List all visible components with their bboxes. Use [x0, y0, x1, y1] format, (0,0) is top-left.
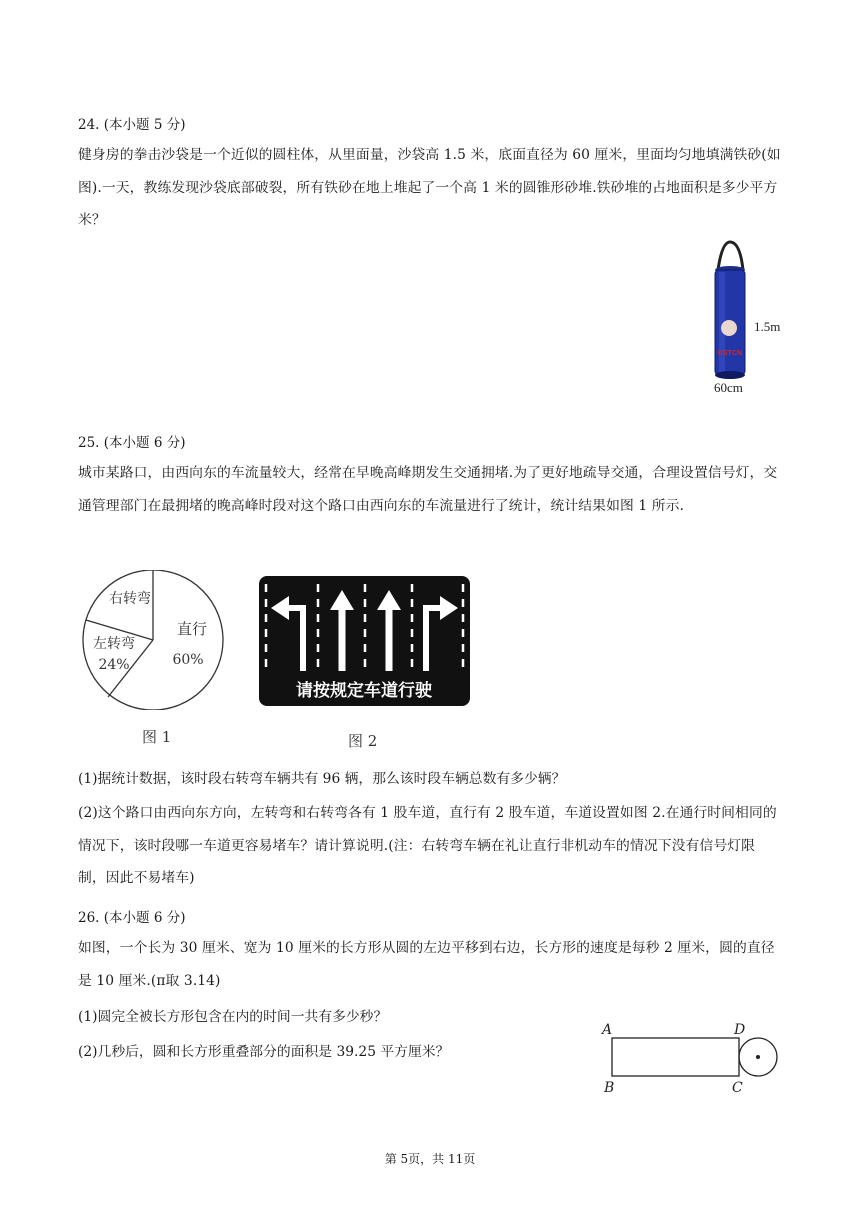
- pie-pct-left-turn: 24%: [98, 657, 130, 673]
- pie-label-right-turn: 右转弯: [109, 591, 151, 607]
- q24-text: 健身房的拳击沙袋是一个近似的圆柱体，从里面量，沙袋高 1.5 米，底面直径为 60 厘米，里面均匀地填满铁砂(如图).一天，教练发现沙袋底部破裂，所有铁砂在地上堆起了一个高 1 米的圆锥形砂堆.铁砂堆的占地面积是多少平方米？: [78, 147, 781, 228]
- q25-sub2: (2)这个路口由西向东方向，左转弯和右转弯各有 1 股车道，直行有 2 股车道，车道设置如图 2.在通行时间相同的情况下，该时段哪一车道更容易堵车？请计算说明.(注：右转弯车辆在礼让直行非机动车的情况下没有信号灯限制，因此不易堵车): [78, 805, 777, 886]
- circle-center: [756, 1055, 760, 1059]
- lane-sign: [259, 576, 470, 706]
- label-d: D: [734, 1022, 746, 1038]
- pie-label-left-turn: 左转弯: [93, 636, 135, 652]
- bag-diameter-label: 60cm: [714, 380, 743, 395]
- q26-sub1: (1)圆完全被长方形包含在内的时间一共有多少秒？: [78, 1009, 388, 1025]
- bag-height-label: 1.5m: [754, 319, 781, 334]
- label-a: A: [602, 1022, 613, 1038]
- q25-text: 城市某路口，由西向东的车流量较大，经常在早晚高峰期发生交通拥堵.为了更好地疏导交通，合理设置信号灯，交通管理部门在最拥堵的晚高峰时段对这个路口由西向东的车流量进行了统计，统计结果如图 1 所示.: [78, 465, 778, 514]
- q24-title: 24. (本小题 5 分): [78, 117, 186, 133]
- q26-title: 26. (本小题 6 分): [78, 910, 186, 926]
- q26-sub2: (2)几秒后，圆和长方形重叠部分的面积是 39.25 平方厘米？: [78, 1044, 450, 1060]
- label-b: B: [604, 1080, 615, 1096]
- bag-logo: KSTCN: [717, 350, 743, 357]
- q25-sub1: (1)据统计数据，该时段右转弯车辆共有 96 辆，那么该时段车辆总数有多少辆？: [78, 771, 566, 787]
- label-c: C: [732, 1080, 743, 1096]
- sign-text: 请按规定车道行驶: [296, 681, 432, 701]
- q26-text: 如图，一个长为 30 厘米、宽为 10 厘米的长方形从圆的左边平移到右边，长方形的速度是每秒 2 厘米，圆的直径是 10 厘米.(π取 3.14): [78, 940, 775, 989]
- pie-pct-straight: 60%: [172, 652, 204, 668]
- q25-title: 25. (本小题 6 分): [78, 435, 186, 451]
- rectangle-abcd: [612, 1038, 739, 1076]
- pie-label-straight: 直行: [176, 620, 208, 638]
- fig1-caption: 图 1: [142, 728, 172, 746]
- pie-chart: [78, 570, 228, 710]
- punching-bag-figure: [700, 238, 800, 398]
- rectangle-circle-figure: [598, 1018, 788, 1098]
- fig2-caption: 图 2: [348, 732, 378, 750]
- bag-mascot: [721, 320, 737, 336]
- bag-strap: [718, 242, 743, 270]
- page-footer: 第 5页，共 11页: [384, 1152, 476, 1166]
